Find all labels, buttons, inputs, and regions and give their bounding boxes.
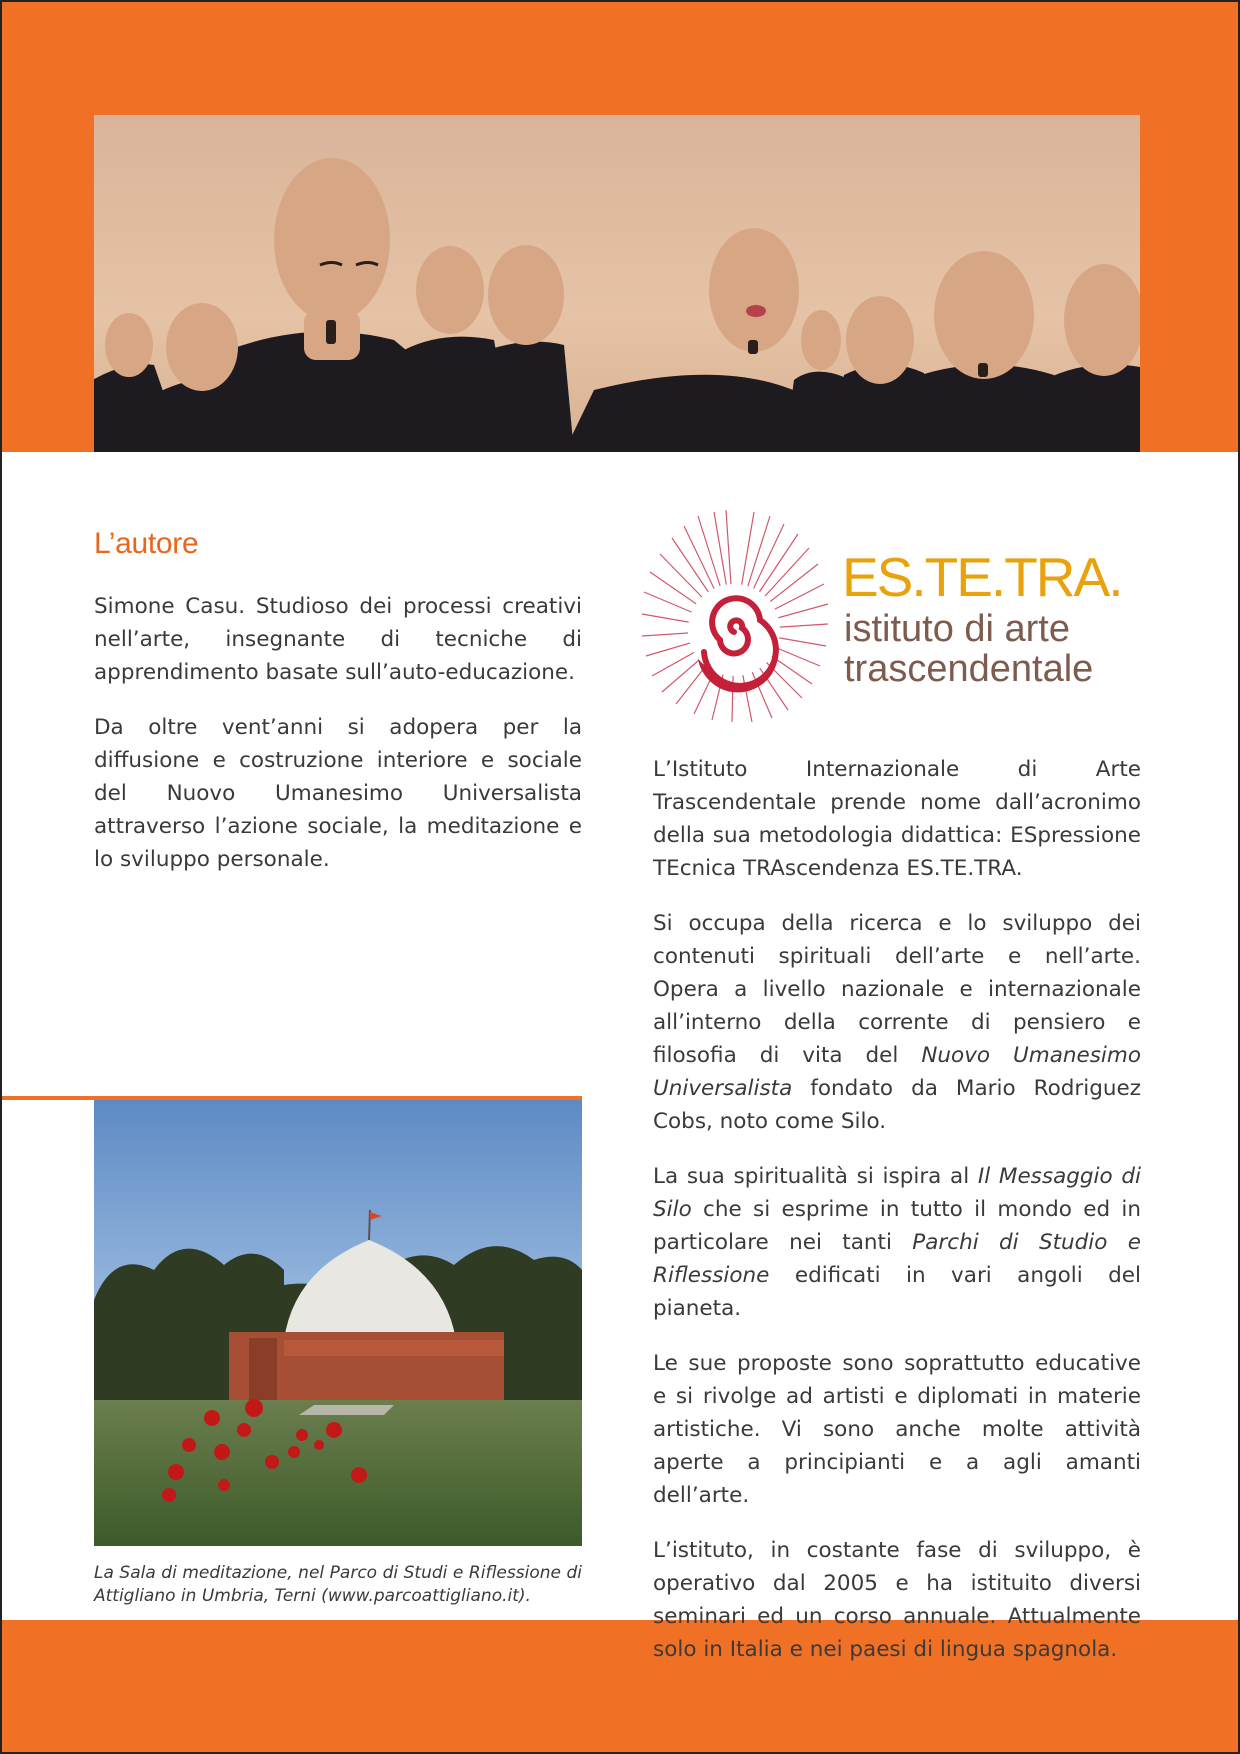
institute-paragraph-2 xyxy=(653,907,1141,1138)
institute-paragraph-3-text-a: La sua spiritualità si ispira al xyxy=(653,1164,978,1189)
author-bio-paragraph-2: Da oltre vent’anni si adopera per la diffusione e costruzione interiore e sociale del Nuovo Umanesimo Universalista attraverso l’azione sociale, la meditazione e lo sviluppo personale. xyxy=(94,715,582,872)
institute-paragraph-3 xyxy=(653,1160,1141,1325)
photo-caption: La Sala di meditazione, nel Parco di Studi e Riflessione di Attigliano in Umbria, Terni (www.parcoattigliano.it). xyxy=(94,1563,582,1606)
logo-subtitle-line-1: istituto di arte xyxy=(844,608,1070,650)
institute-paragraph-1: L’Istituto Internazionale di Arte Trascendentale prende nome dall’acronimo della sua metodologia didattica: ESpressione TEcnica TRAscendenza ES.TE.TRA. xyxy=(653,757,1141,881)
author-bio-paragraph-1: Simone Casu. Studioso dei processi creativi nell’arte, insegnante di tecniche di apprendimento basate sull’auto-educazione. xyxy=(94,594,582,685)
institute-paragraph-2-text-a: Si occupa della ricerca e lo sviluppo dei contenuti spirituali dell’arte e nell’arte. Opera a livello nazionale e internazionale all’interno della corrente di pensiero e filosofia di vita del xyxy=(653,911,1141,1068)
institute-description xyxy=(653,753,1141,1688)
author-bio xyxy=(94,590,582,898)
institute-paragraph-2-emphasis: Nuovo Umanesimo Universalista xyxy=(653,1043,1142,1101)
institute-paragraph-3-emphasis-1: Il Messaggio di Silo xyxy=(653,1164,1141,1222)
spiral-logo-icon xyxy=(634,500,834,725)
institute-paragraph-5: L’istituto, in costante fase di sviluppo, è operativo dal 2005 e ha istituito diversi seminari ed un corso annuale. Attualmente solo in Italia e nei paesi di lingua spagnola. xyxy=(653,1538,1141,1662)
institute-paragraph-2-text-b: fondato da Mario Rodriguez Cobs, noto come Silo. xyxy=(653,1076,1141,1134)
author-group-photo xyxy=(94,115,1140,452)
estetra-logo xyxy=(634,500,1154,725)
institute-paragraph-3-text-c: edificati in vari angoli del pianeta. xyxy=(653,1263,1141,1321)
institute-paragraph-4: Le sue proposte sono soprattutto educative e si rivolge ad artisti e diplomati in materie artistiche. Vi sono anche molte attività aperte a principianti e a agli amanti dell’arte. xyxy=(653,1351,1141,1508)
logo-subtitle-line-2: trascendentale xyxy=(844,648,1094,690)
institute-paragraph-3-emphasis-2: Parchi di Studio e Riflessione xyxy=(653,1230,1142,1288)
logo-title: ES.TE.TRA. xyxy=(842,546,1122,608)
institute-paragraph-3-text-b: che si esprime in tutto il mondo ed in particolare nei tanti xyxy=(653,1197,1141,1255)
author-heading: L’autore xyxy=(94,527,199,560)
meditation-hall-photo xyxy=(94,1100,582,1546)
